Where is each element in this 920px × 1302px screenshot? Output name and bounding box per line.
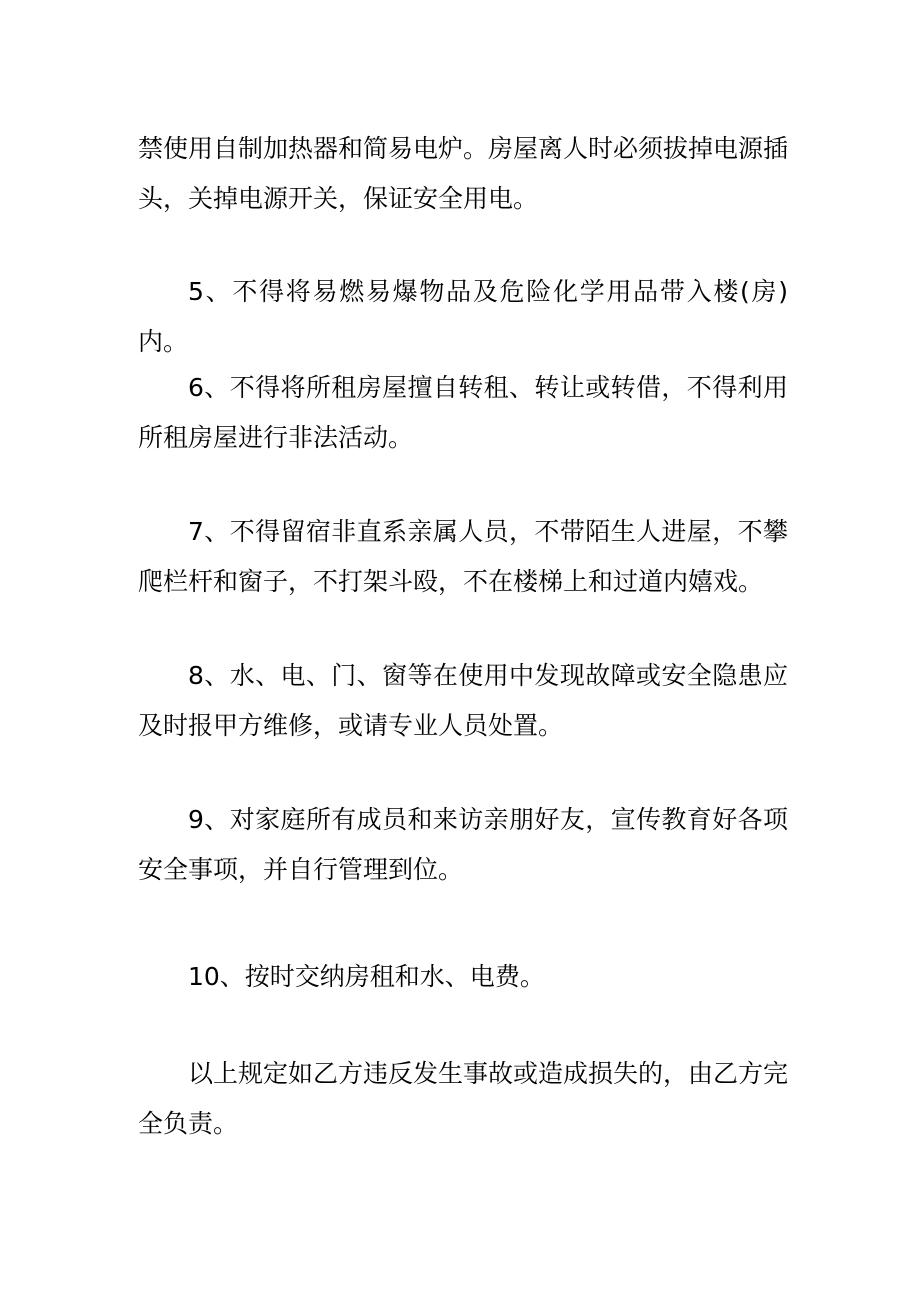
paragraph-item-8: 8、水、电、门、窗等在使用中发现故障或安全隐患应及时报甲方维修，或请专业人员处置。 <box>138 661 788 740</box>
paragraph-item-10: 10、按时交纳房租和水、电费。 <box>188 962 545 991</box>
paragraph-item-7: 7、不得留宿非直系亲属人员，不带陌生人进屋，不攀爬栏杆和窗子，不打架斗殴，不在楼梯上和过道内嬉戏。 <box>138 517 788 596</box>
paragraph-item-5: 5、不得将易燃易爆物品及危险化学用品带入楼(房)内。 <box>138 277 788 356</box>
paragraph-conclusion: 以上规定如乙方违反发生事故或造成损失的，由乙方完全负责。 <box>138 1059 789 1138</box>
paragraph-item-6: 6、不得将所租房屋擅自转租、转让或转借，不得利用所租房屋进行非法活动。 <box>138 373 788 452</box>
paragraph-continuation: 禁使用自制加热器和简易电炉。房屋离人时必须拔掉电源插头，关掉电源开关，保证安全用电。 <box>138 134 789 213</box>
paragraph-item-9: 9、对家庭所有成员和来访亲朋好友，宣传教育好各项安全事项，并自行管理到位。 <box>138 805 788 884</box>
